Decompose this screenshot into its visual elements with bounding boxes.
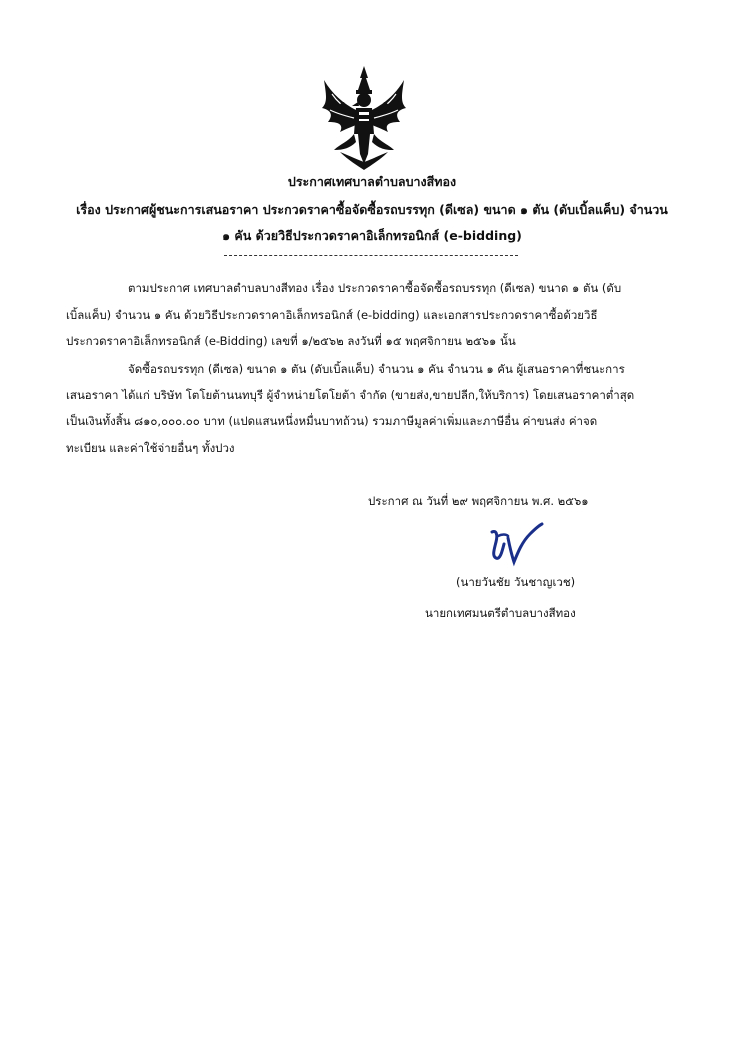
body-line: ประกวดราคาอิเล็กทรอนิกส์ (e-Bidding) เลขที่ ๑/๒๕๖๒ ลงวันที่ ๑๕ พฤศจิกายน ๒๕๖๑ นั้น	[66, 334, 516, 348]
announcement-subject-line-1: เรื่อง ประกาศผู้ชนะการเสนอราคา ประกวดราคาซื้อจัดซื้อรถบรรทุก (ดีเซล) ขนาด ๑ ตัน (ดับเบิ้ลแค็บ) จำนวน	[76, 202, 668, 217]
announcement-agency-title: ประกาศเทศบาลตำบลบางสีทอง	[287, 174, 457, 189]
announcement-date: ประกาศ ณ วันที่ ๒๙ พฤศจิกายน พ.ศ. ๒๕๖๑	[368, 494, 589, 508]
announcement-subject-line-2: ๑ คัน ด้วยวิธีประกวดราคาอิเล็กทรอนิกส์ (e-bidding)	[222, 228, 522, 243]
handwritten-signature-icon	[486, 522, 546, 570]
body-line: เบิ้ลแค็บ) จำนวน ๑ คัน ด้วยวิธีประกวดราคาอิเล็กทรอนิกส์ (e-bidding) และเอกสารประกวดราคาซื้อด้วยวิธี	[66, 308, 598, 322]
signer-name: (นายวันชัย วันชาญเวช)	[456, 575, 576, 589]
separator-dashed-line	[224, 255, 518, 256]
garuda-emblem-icon	[318, 64, 410, 172]
signer-position: นายกเทศมนตรีตำบลบางสีทอง	[425, 606, 576, 620]
body-line: จัดซื้อรถบรรทุก (ดีเซล) ขนาด ๑ ตัน (ดับเบิ้ลแค็บ) จำนวน ๑ คัน จำนวน ๑ คัน ผู้เสนอราคาที่ชนะการ	[128, 362, 625, 376]
body-line: ตามประกาศ เทศบาลตำบลบางสีทอง เรื่อง ประกวดราคาซื้อจัดซื้อรถบรรทุก (ดีเซล) ขนาด ๑ ตัน (ดับ	[128, 281, 622, 295]
body-line: เสนอราคา ได้แก่ บริษัท โตโยต้านนทบุรี ผู้จำหน่ายโตโยต้า จำกัด (ขายส่ง,ขายปลีก,ให้บริการ) โดยเสนอราคาต่ำสุด	[66, 388, 635, 402]
body-line: ทะเบียน และค่าใช้จ่ายอื่นๆ ทั้งปวง	[66, 441, 235, 455]
body-line: เป็นเงินทั้งสิ้น ๘๑๐,๐๐๐.๐๐ บาท (แปดแสนหนึ่งหมื่นบาทถ้วน) รวมภาษีมูลค่าเพิ่มและภาษีอื่น ค่าขนส่ง ค่าจด	[66, 414, 598, 428]
